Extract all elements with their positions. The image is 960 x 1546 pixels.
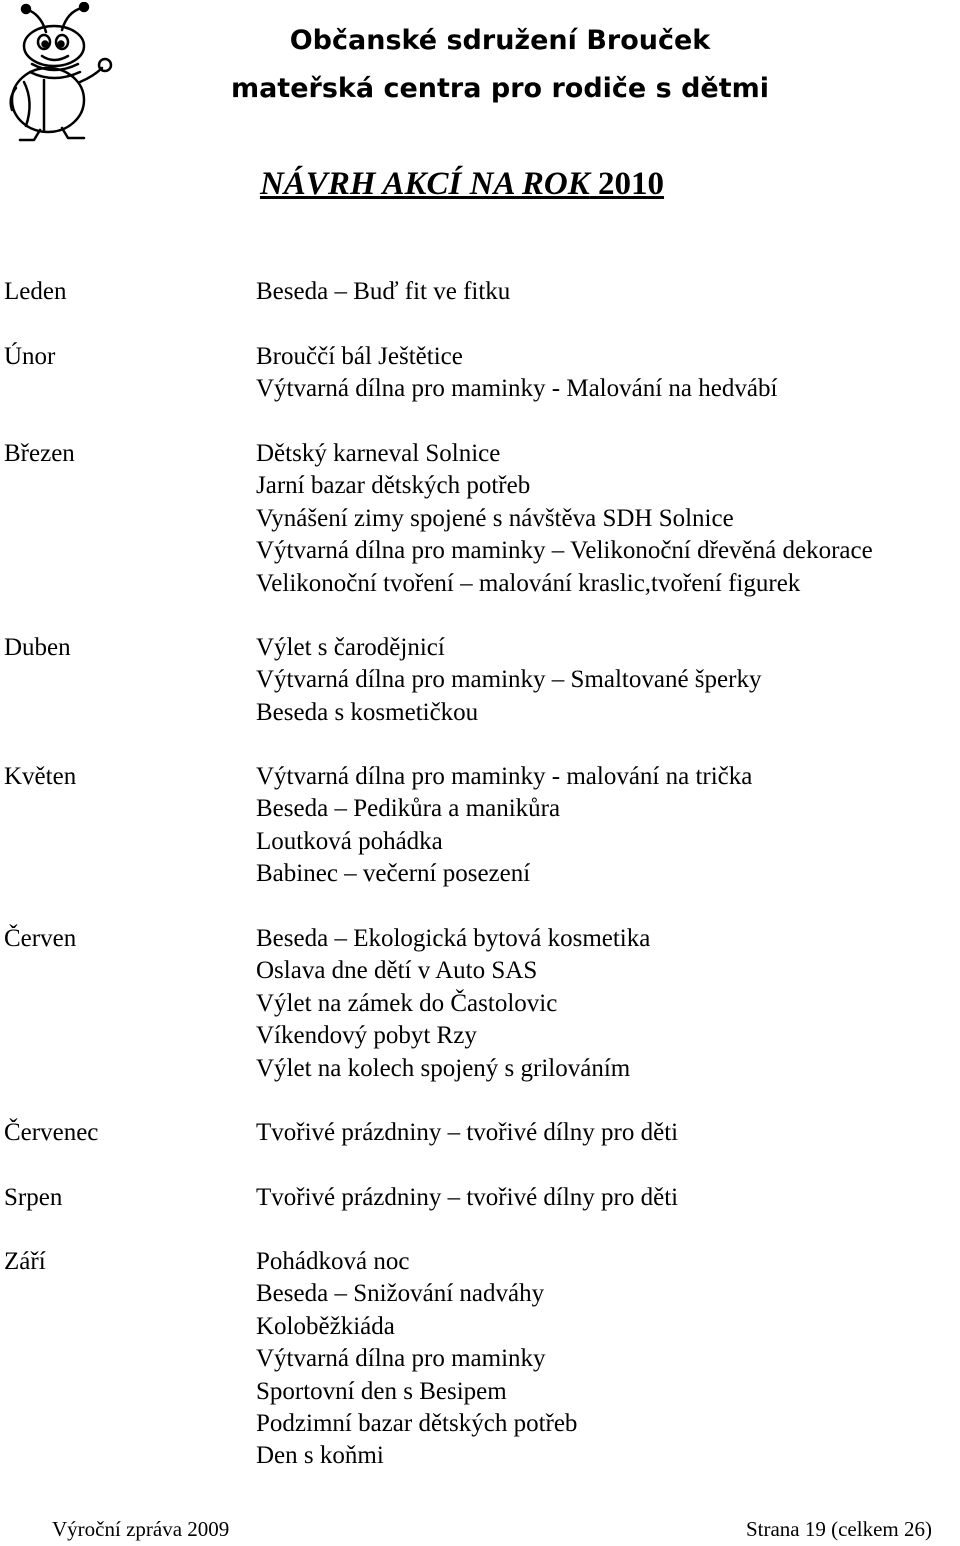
event-item: Vynášení zimy spojené s návštěva SDH Solnice <box>256 504 734 532</box>
event-list <box>256 1117 678 1149</box>
title-text: NÁVRH AKCÍ NA ROK <box>259 166 590 202</box>
event-item: Pohádková noc <box>256 1248 410 1275</box>
event-item: Tvořivé prázdniny – tvořivé dílny pro děti <box>256 1119 679 1146</box>
month-label: Březen <box>4 440 75 467</box>
organization-subtitle: mateřská centra pro rodiče s dětmi <box>230 73 770 104</box>
event-list <box>256 341 777 406</box>
event-item: Výtvarná dílna pro maminky <box>256 1345 546 1373</box>
event-item: Podzimní bazar dětských potřeb <box>256 1409 578 1437</box>
event-item: Tvořivé prázdniny – tvořivé dílny pro děti <box>256 1184 679 1211</box>
event-item: Dětský karneval Solnice <box>256 440 501 467</box>
footer-report-name: Výroční zpráva 2009 <box>52 1517 230 1541</box>
event-item: Výtvarná dílna pro maminky – Velikonoční dřevěná dekorace <box>256 537 873 565</box>
footer-page-number: Strana 19 (celkem 26) <box>745 1517 932 1541</box>
event-item: Beseda s kosmetičkou <box>256 698 479 726</box>
event-item: Výlet s čarodějnicí <box>256 634 445 661</box>
event-list <box>256 761 752 891</box>
event-item: Velikonoční tvoření – malování kraslic,tvoření figurek <box>256 569 801 597</box>
event-list <box>256 1182 678 1214</box>
event-item: Výlet na kolech spojený s grilováním <box>256 1054 631 1082</box>
event-list <box>256 632 761 729</box>
event-item: Víkendový pobyt Rzy <box>256 1022 477 1050</box>
title-year: 2010 <box>598 166 665 202</box>
month-label: Září <box>4 1248 46 1275</box>
event-item: Babinec – večerní posezení <box>256 860 531 888</box>
beetle-mascot-icon <box>4 2 116 144</box>
event-list <box>256 276 510 308</box>
event-item: Oslava dne dětí v Auto SAS <box>256 957 538 985</box>
month-label: Únor <box>4 343 56 370</box>
event-item: Sportovní den s Besipem <box>256 1377 507 1405</box>
organization-name: Občanské sdružení Brouček <box>289 25 711 56</box>
event-item: Jarní bazar dětských potřeb <box>256 472 531 500</box>
month-label: Červen <box>4 925 77 952</box>
event-item: Den s koňmi <box>256 1442 384 1470</box>
month-label: Srpen <box>4 1184 63 1211</box>
event-list <box>256 1246 577 1473</box>
event-list <box>256 923 650 1085</box>
event-item: Výtvarná dílna pro maminky – Smaltované šperky <box>256 666 762 694</box>
event-item: Beseda – Pedikůra a manikůra <box>256 795 561 823</box>
month-label: Květen <box>4 763 77 790</box>
event-item: Beseda – Ekologická bytová kosmetika <box>256 925 651 952</box>
event-item: Výtvarná dílna pro maminky - malování na trička <box>256 763 753 790</box>
event-item: Koloběžkiáda <box>256 1312 395 1340</box>
event-item: Loutková pohádka <box>256 827 443 855</box>
event-item: Brouččí bál Ještětice <box>256 343 463 370</box>
month-label: Červenec <box>4 1119 99 1146</box>
event-item: Výtvarná dílna pro maminky - Malování na hedvábí <box>256 375 778 403</box>
event-list <box>256 438 873 600</box>
month-label: Leden <box>4 278 67 305</box>
page-title <box>0 166 924 203</box>
event-item: Beseda – Buď fit ve fitku <box>256 278 511 305</box>
month-label: Duben <box>4 634 71 661</box>
event-item: Beseda – Snižování nadváhy <box>256 1280 545 1308</box>
event-item: Výlet na zámek do Častolovic <box>256 989 558 1017</box>
